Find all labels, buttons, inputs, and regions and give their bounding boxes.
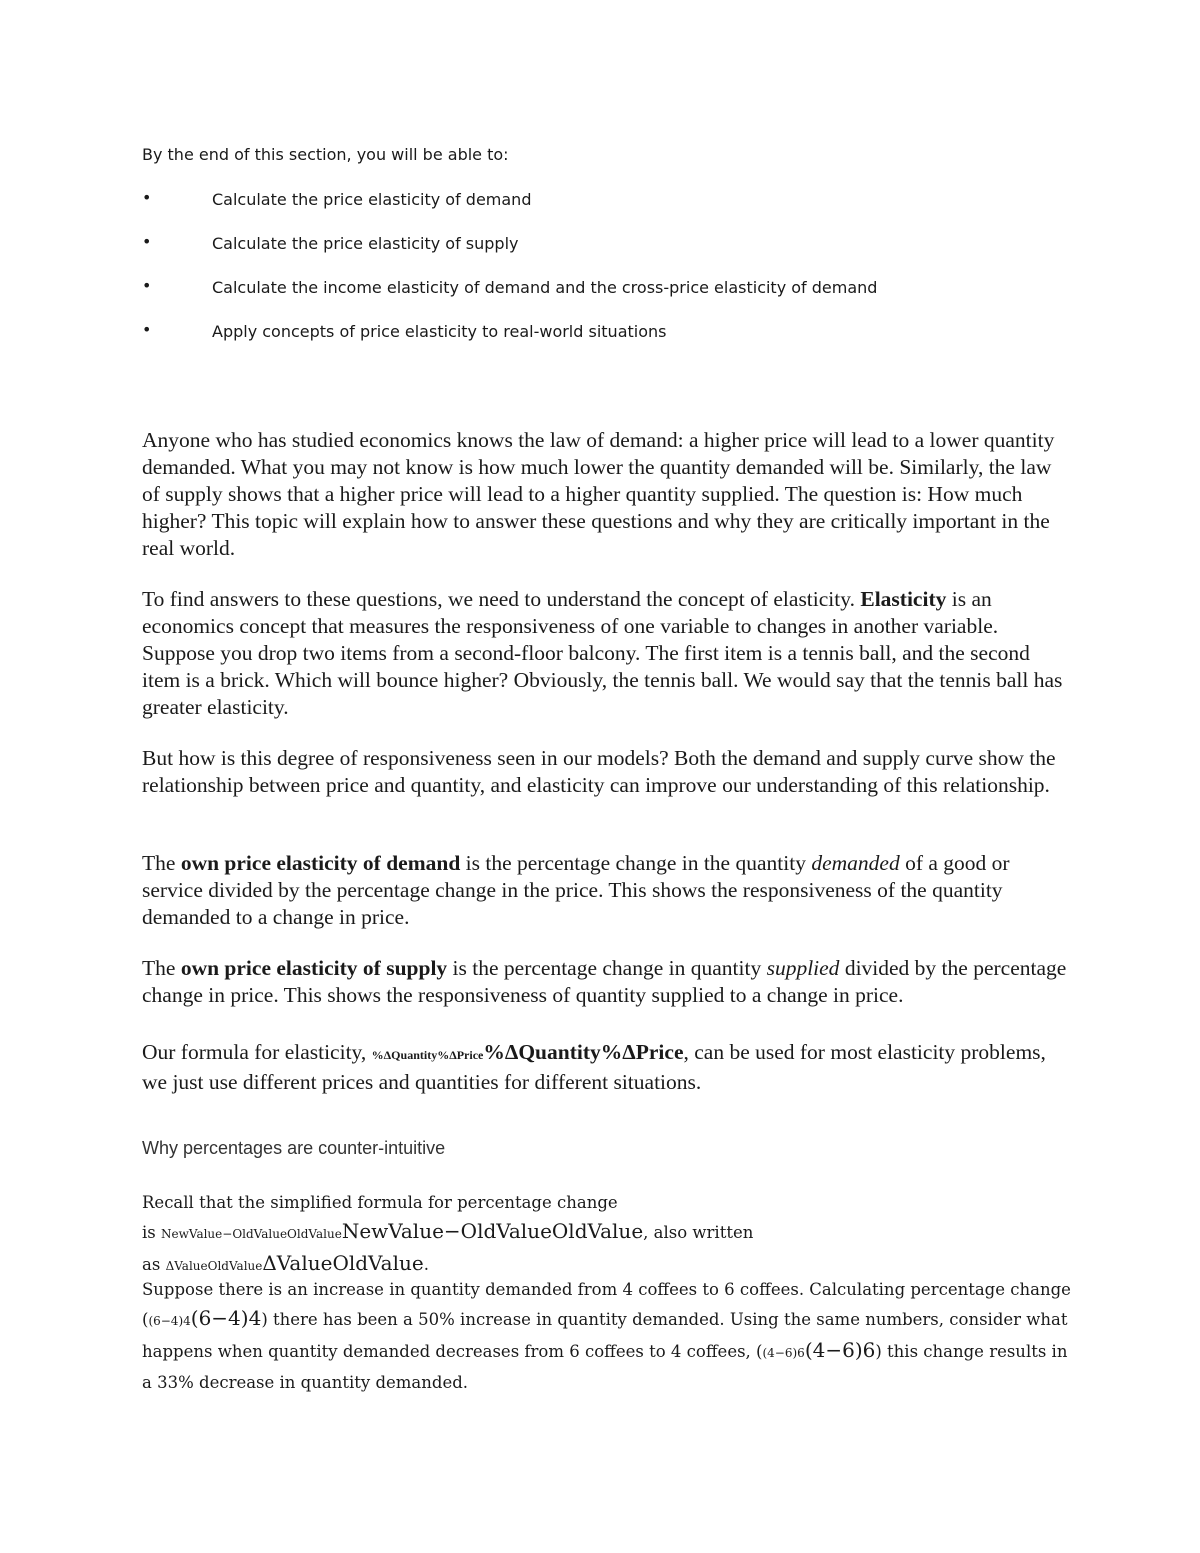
paragraph-percentage-formula (142, 1188, 1082, 1281)
paragraph-demand-elasticity (142, 850, 1072, 931)
formula-inline-large: %ΔQuantity%ΔPrice (483, 1040, 684, 1064)
formula-inline-large: NewValue−OldValueOldValue (341, 1219, 644, 1243)
paragraph-responsiveness: But how is this degree of responsiveness seen in our models? Both the demand and supply curve show the relationship between price and quantity, and elasticity can improve our understanding of this relationship. (142, 746, 1056, 797)
bullet-icon: • (142, 276, 152, 295)
formula-inline-small: %ΔQuantity%ΔPrice (371, 1048, 484, 1062)
text-run: , can be used for most elasticity problems, we just use different prices and quantities for different situations. (142, 1040, 1046, 1094)
formula-inline-large: (6−4)4 (190, 1306, 262, 1330)
objective-text: Apply concepts of price elasticity to real-world situations (212, 322, 667, 341)
term-own-price-elasticity-of-demand: own price elasticity of demand (180, 851, 461, 875)
text-run: divided by the percentage change in price. This shows the responsiveness of quantity supplied to a change in price. (142, 956, 1067, 1007)
paragraph-law-of-demand: Anyone who has studied economics knows the law of demand: a higher price will lead to a lower quantity demanded. What you may not know is how much lower the quantity demanded will be. Similarly, the law of supply shows that a higher price will lead to a higher quantity supplied. The question is: How much higher? This topic will explain how to answer these questions and why they are critically important in the real world. (142, 428, 1055, 560)
text-run: ) this change results in a 33% decrease in quantity demanded. (142, 1342, 1068, 1392)
paragraph-formula (142, 1039, 1072, 1096)
text-run: The (142, 956, 181, 980)
formula-inline-small: NewValue−OldValueOldValue (161, 1227, 342, 1241)
objective-text: Calculate the price elasticity of demand (212, 190, 532, 209)
bullet-icon: • (142, 188, 152, 207)
text-run: . (423, 1255, 429, 1274)
section-heading: Why percentages are counter-intuitive (142, 1138, 446, 1158)
text-run: is the percentage change in quantity (447, 956, 767, 980)
objective-text: Calculate the income elasticity of demand and the cross-price elasticity of demand (212, 278, 878, 297)
text-run: Suppose there is an increase in quantity demanded from 4 coffees to 6 coffees. Calculating percentage change ( (142, 1280, 1071, 1329)
text-run: of a good or service divided by the percentage change in the price. This shows the responsiveness of the quantity demanded to a change in price. (142, 851, 1010, 929)
formula-inline-small: (6−4)4 (148, 1314, 191, 1328)
paragraph-supply-elasticity (142, 955, 1072, 1009)
text-run: Our formula for elasticity, (142, 1040, 372, 1064)
text-run: is the percentage change in the quantity (460, 851, 812, 875)
text-run: To find answers to these questions, we need to understand the concept of elasticity. (142, 587, 861, 611)
emphasis-supplied: supplied (766, 956, 840, 980)
text-line: Recall that the simplified formula for percentage change (142, 1193, 618, 1212)
text-line (142, 1217, 1082, 1249)
text-run: The (142, 851, 181, 875)
bullet-icon: • (142, 320, 152, 339)
section-intro: By the end of this section, you will be able to: (142, 145, 509, 164)
emphasis-demanded: demanded (811, 851, 900, 875)
text-run: ) there has been a 50% increase in quantity demanded. Using the same numbers, consider what happens when quantity demanded decreases from 6 coffees to 4 coffees, ( (142, 1310, 1068, 1361)
term-elasticity: Elasticity (860, 587, 947, 611)
formula-inline-large: ΔValueOldValue (262, 1251, 424, 1275)
text-run: is (142, 1223, 161, 1242)
term-own-price-elasticity-of-supply: own price elasticity of supply (180, 956, 448, 980)
paragraph-coffee-example (142, 1275, 1082, 1397)
formula-inline-small: (4−6)6 (762, 1346, 805, 1360)
text-run: as (142, 1255, 166, 1274)
bullet-icon: • (142, 232, 152, 251)
formula-inline-small: ΔValueOldValue (165, 1259, 263, 1273)
objective-text: Calculate the price elasticity of supply (212, 234, 519, 253)
formula-inline-large: (4−6)6 (804, 1338, 876, 1362)
text-run: is an economics concept that measures the responsiveness of one variable to changes in another variable. Suppose you drop two items from a second-floor balcony. The first item is a tennis ball, and the second item is a brick. Which will bounce higher? Obviously, the tennis ball. We would say that the tennis ball has greater elasticity. (142, 587, 1063, 719)
text-run: , also written (643, 1223, 754, 1242)
paragraph-elasticity (142, 586, 1072, 721)
